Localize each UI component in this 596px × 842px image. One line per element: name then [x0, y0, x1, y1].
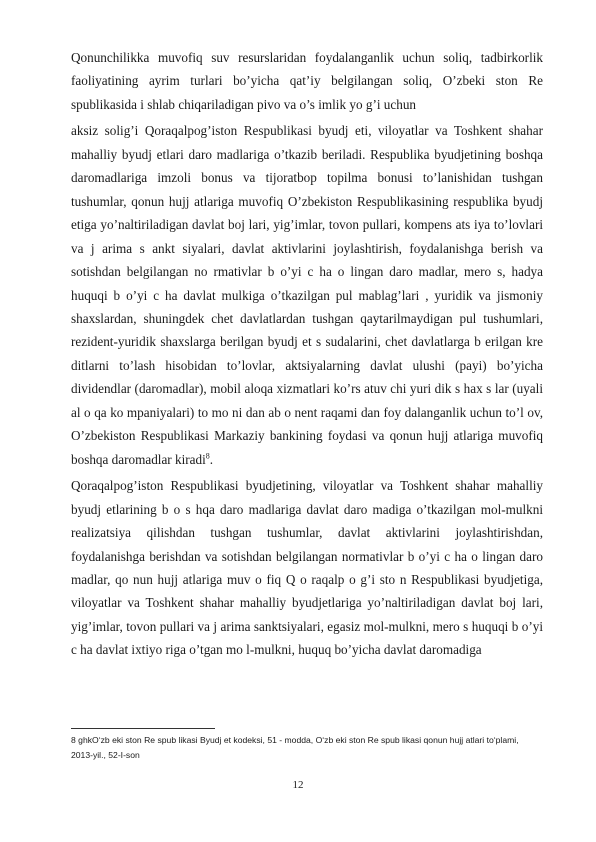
- paragraph-3: Qoraqalpog’iston Respublikasi byudjetining, viloyatlar va Toshkent shahar mahalliy byudj etlarining b o s hqa daro madlariga davlat daro madiga o’tkazilgan mol-mulkni realizatsiya qilishdan tushgan tushumlar, davlat aktivlarini joylashtirishdan, foydalanishga berishdan va sotishdan belgilangan normativlar b o’yi c ha o lingan daro madlar, qo nun hujj atlariga muv o fiq Q o raqalp o g’i sto n Respublikasi byudjetiga, viloyatlar va Toshkent shahar mahalliy byudjetlariga yo’naltiriladigan davlat boj lari, yig’imlar, tovon pullari va j arima sanktsiyalari, egasiz mol-mulkni, mero s huquqi b o’yi c ha davlat ixtiyo riga o’tgan mo l-mulkni, huquq bo’yicha davlat daromadiga: [71, 478, 543, 658]
- footnote-reference[interactable]: 8: [205, 451, 210, 461]
- body-text: [71, 46, 543, 662]
- paragraph-1: Qonunchilikka muvofiq suv resurslaridan foydalanganlik uchun soliq, tadbirkorlik faoliyatining ayrim turlari bo’yicha qat’iy belgilangan soliq, O’zbeki ston Re spublikasida i shlab chiqariladigan pivo va o’s imlik yo g’i uchun: [71, 50, 543, 112]
- paragraph-2-text: aksiz solig’i Qoraqalpog’iston Respublikasi byudj eti, viloyatlar va Toshkent shahar mahalliy byudj etlari daro madlariga o’tkazib beriladi. Respublika byudjetining boshqa daromadlariga imzoli bonus va tijoratbop topilma bonusi to’lanishidan tushgan tushumlar, qonun hujj atlariga muvofiq O’zbekiston Respublikasining respublika byudj etiga yo’naltiriladigan davlat boj lari, yig’imlar, tovon pullari, kompens ats iya to’lovlari va j arima s ankt siyalari, davlat aktivlarini joylashtirish, foydalanishga berish va sotishdan belgilangan no rmativlar b o’yi c ha o lingan daro madlar, mero s, hadya huquqi b o’yi c ha davlat mulkiga o’tkazilgan pul mablag’lari , yuridik va jismoniy shaxslardan, shuningdek chet davlatlardan tushgan qaytarilmaydigan pul tushumlari, rezident-yuridik shaxslarga berilgan byudj et s sudalarini, chet davlatlarga b erilgan kre ditlarni to’lash hisobidan to’lovlar, aktsiyalarning davlat ulushi (payi) bo’yicha dividendlar (daromadlar), mobil aloqa xizmatlari ko’rs atuv chi yuri dik s hax s lar (uyali al o qa ko mpaniyalari) to mo ni dan ab o nent raqami dan foy dalanganlik uchun to’l ov, O’zbekiston Respublikasi Markaziy bankining foydasi va qonun hujj atlariga muvofiq boshqa daromadlar kiradi: [71, 123, 543, 467]
- footnote-text: 8 ghkO‘zb eki ston Re spub likasi Byudj et kodeksi, 51 - modda, O‘zb eki ston Re spub likasi qonun hujj atlari to‘plami, 2013-yil., 52-I-son: [71, 735, 519, 760]
- page-number: 12: [292, 779, 304, 791]
- paragraph-2-tail: .: [209, 451, 214, 467]
- footnote-separator: [71, 728, 215, 729]
- paragraph-2: [71, 119, 543, 471]
